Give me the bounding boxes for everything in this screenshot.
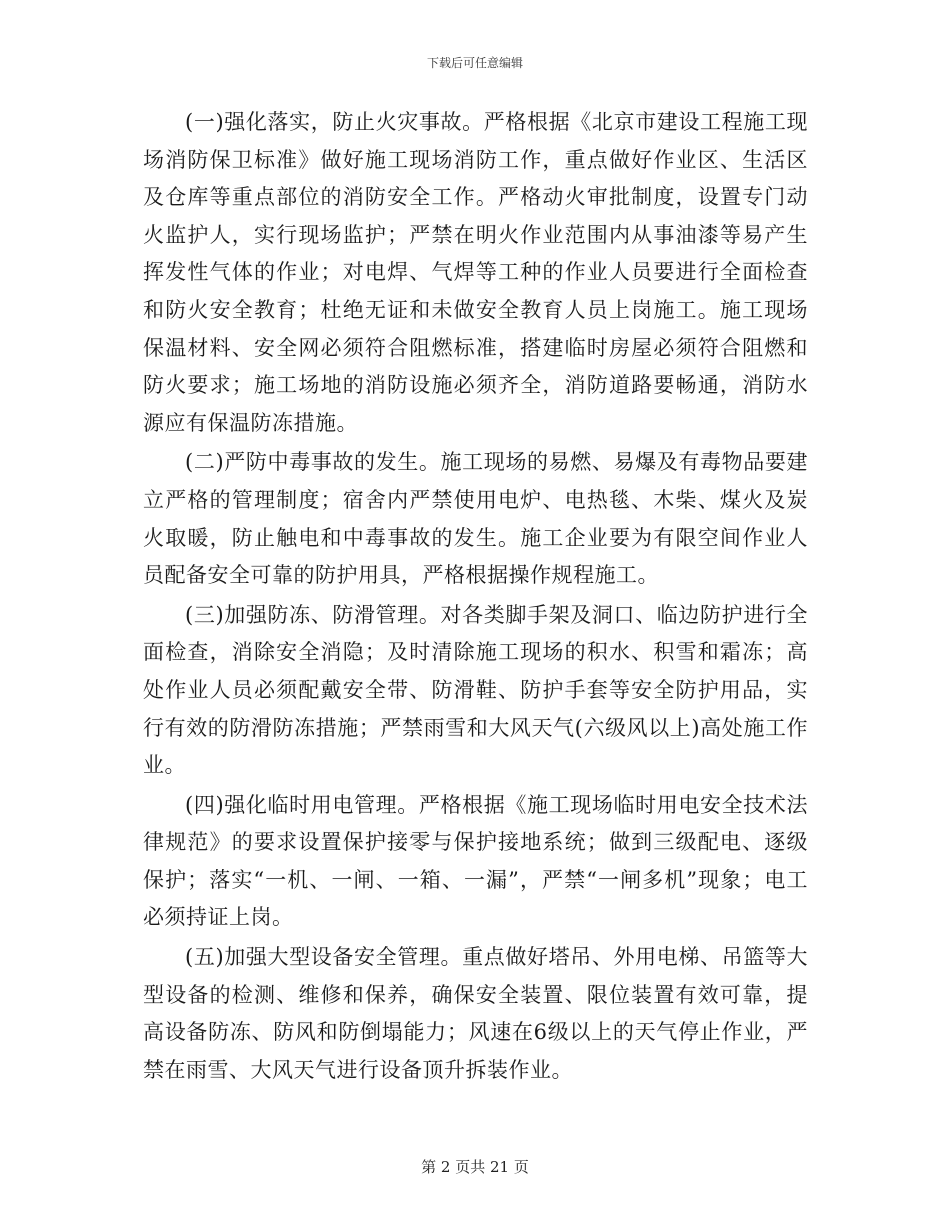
paragraph-temporary-electricity: (四)强化临时用电管理。严格根据《施工现场临时用电安全技术法律规范》的要求设置保护接零与保护接地系统；做到三级配电、逐级保护；落实“一机、一闸、一箱、一漏”，严禁“一闸多机”现象；电工必须持证上岗。 bbox=[143, 792, 808, 930]
paragraph-antifreeze-antislip: (三)加强防冻、防滑管理。对各类脚手架及洞口、临边防护进行全面检查，消除安全消隐；及时清除施工现场的积水、积雪和霜冻；高处作业人员必须配戴安全带、防滑鞋、防护手套等安全防护用品，实行有效的防滑防冻措施；严禁雨雪和大风天气(六级风以上)高处施工作业。 bbox=[143, 602, 808, 778]
document-body bbox=[143, 104, 808, 1091]
page-header-note: 下载后可任意编辑 bbox=[426, 56, 523, 70]
paragraph-large-equipment: (五)加强大型设备安全管理。重点做好塔吊、外用电梯、吊篮等大型设备的检测、维修和保养，确保安全装置、限位装置有效可靠，提高设备防冻、防风和防倒塌能力；风速在6级以上的天气停止作业，严禁在雨雪、大风天气进行设备顶升拆装作业。 bbox=[143, 945, 808, 1082]
paragraph-fire-prevention: (一)强化落实，防止火灾事故。严格根据《北京市建设工程施工现场消防保卫标准》做好施工现场消防工作，重点做好作业区、生活区及仓库等重点部位的消防安全工作。严格动火审批制度，设置专门动火监护人，实行现场监护；严禁在明火作业范围内从事油漆等易产生挥发性气体的作业；对电焊、气焊等工种的作业人员要进行全面检查和防火安全教育；杜绝无证和未做安全教育人员上岗施工。施工现场保温材料、安全网必须符合阻燃标准，搭建临时房屋必须符合阻燃和防火要求；施工场地的消防设施必须齐全，消防道路要畅通，消防水源应有保温防冻措施。 bbox=[143, 110, 808, 435]
paragraph-poisoning-prevention: (二)严防中毒事故的发生。施工现场的易燃、易爆及有毒物品要建立严格的管理制度；宿舍内严禁使用电炉、电热毯、木柴、煤火及炭火取暖，防止触电和中毒事故的发生。施工企业要为有限空间作业人员配备安全可靠的防护用具，严格根据操作规程施工。 bbox=[143, 450, 808, 588]
page-number: 第 2 页共 21 页 bbox=[421, 1158, 529, 1176]
